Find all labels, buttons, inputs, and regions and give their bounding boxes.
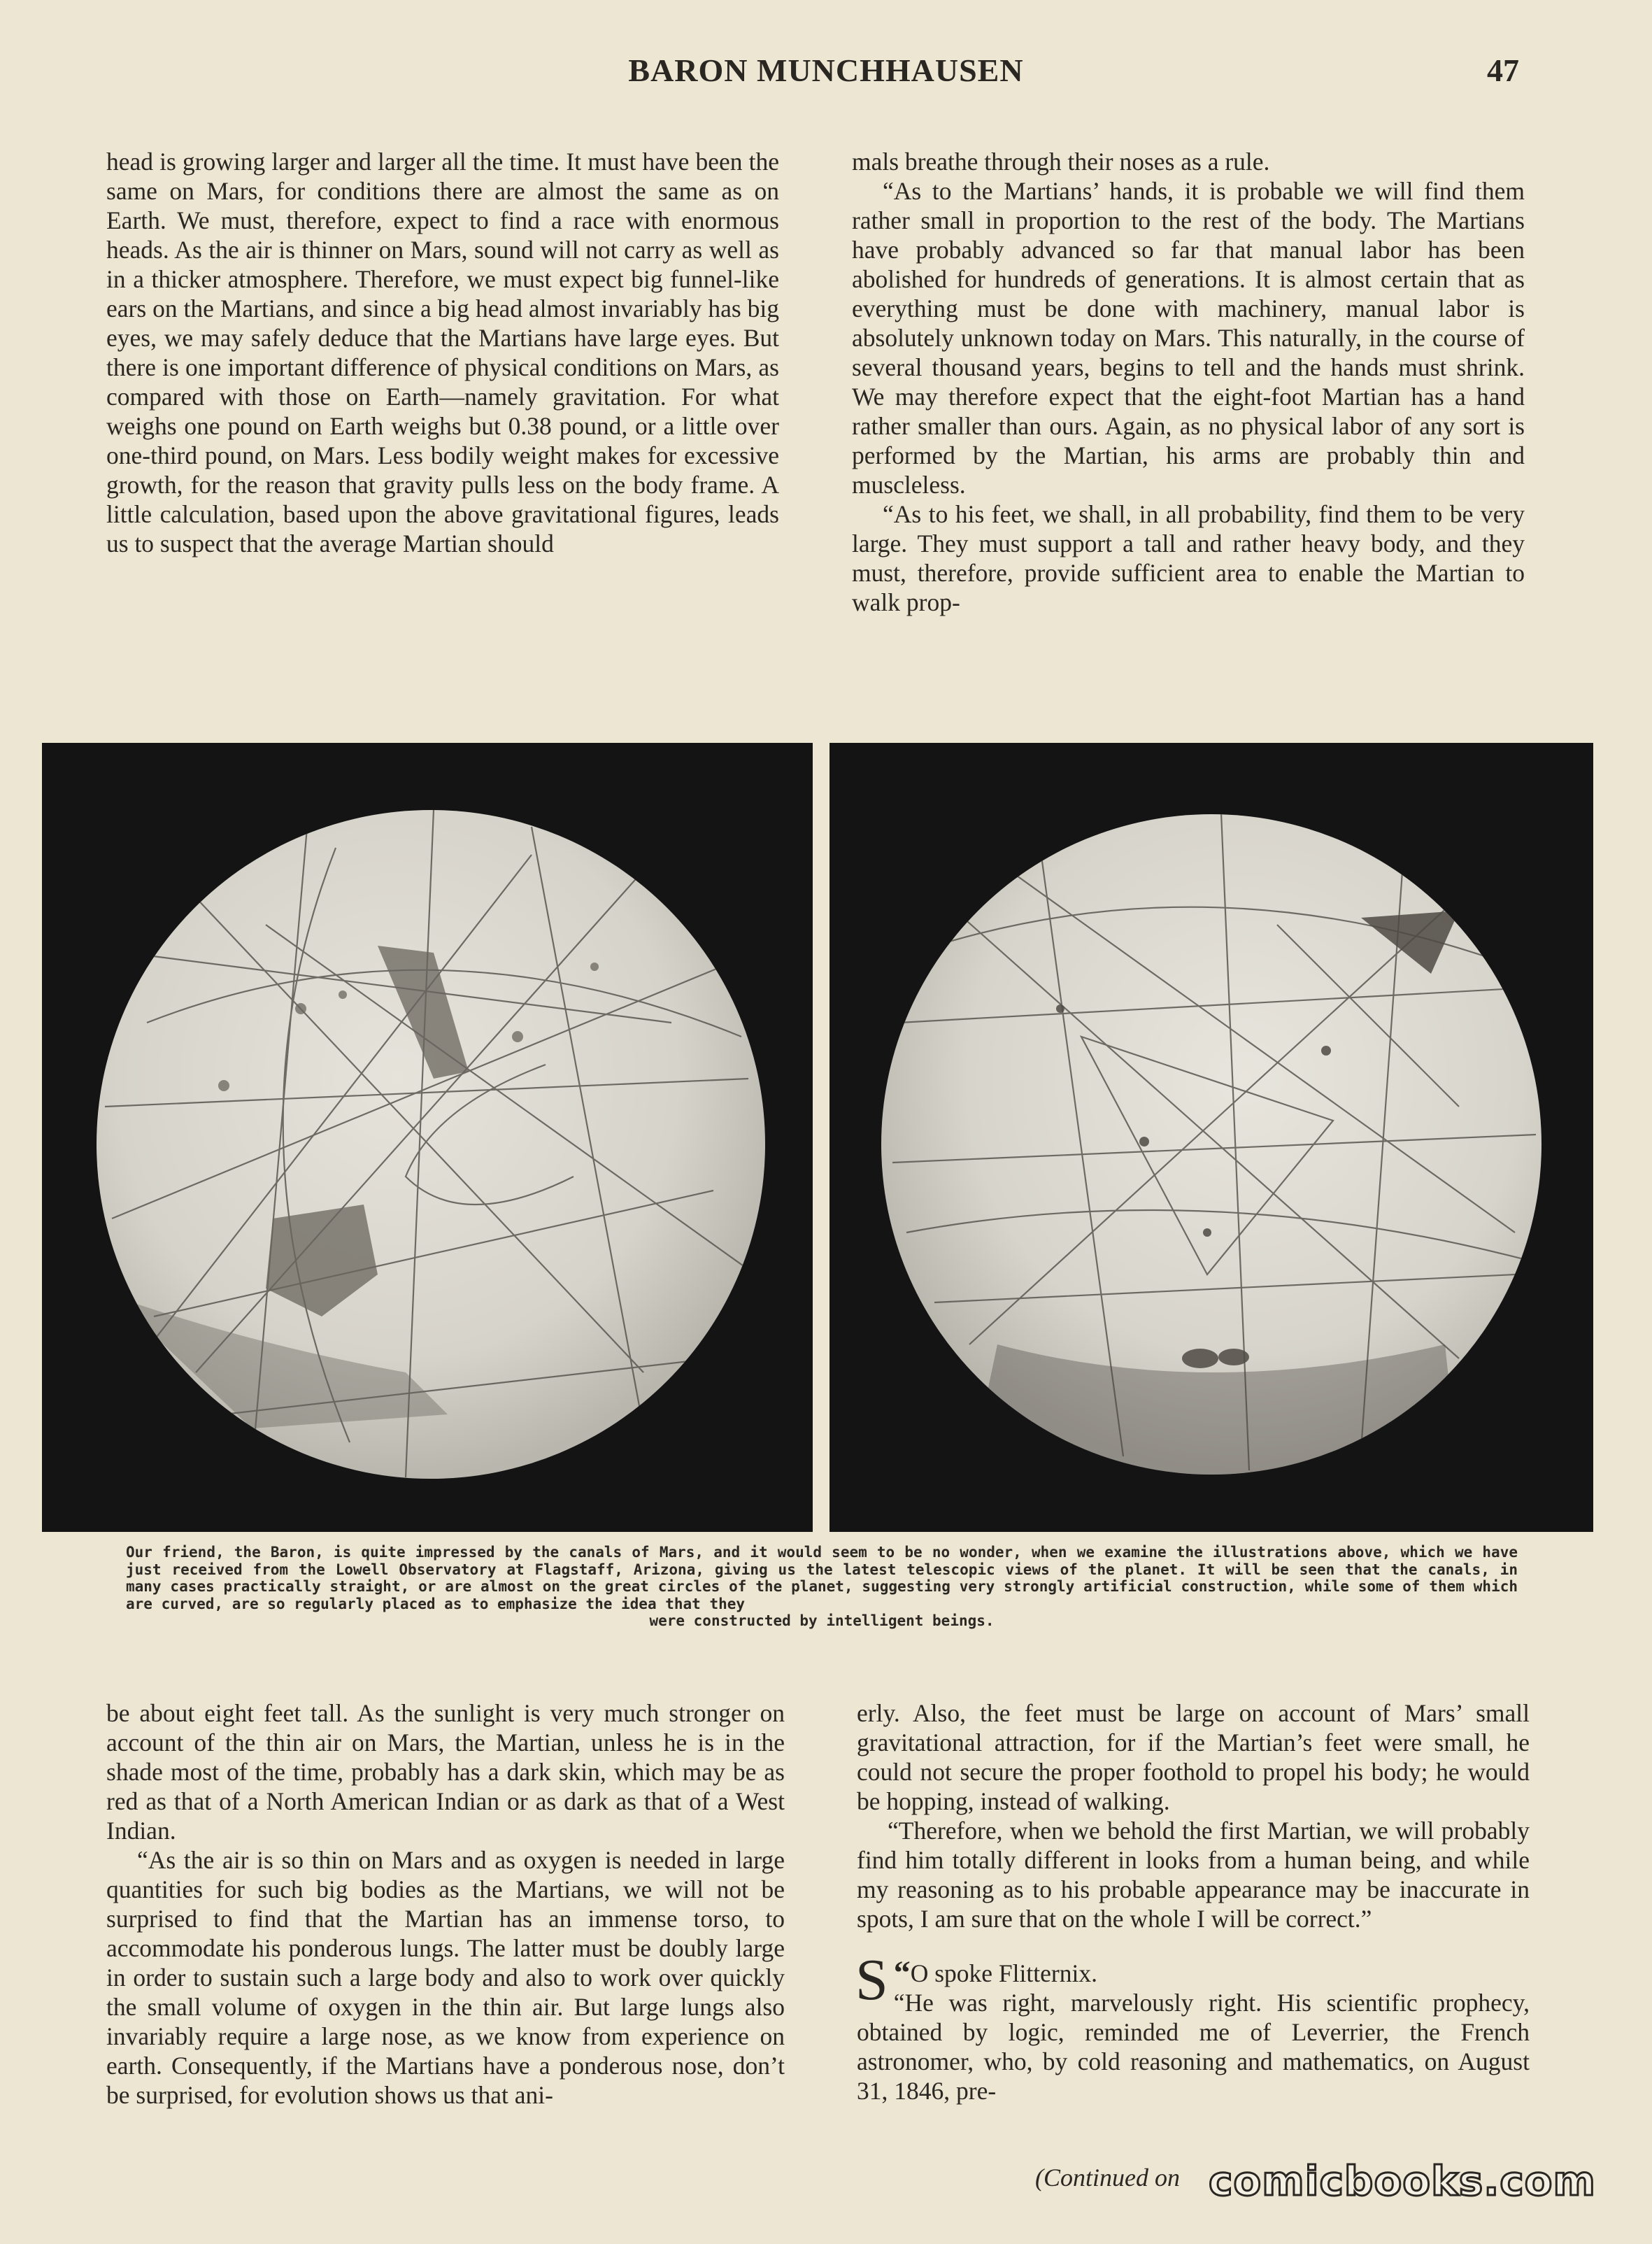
running-title: BARON MUNCHHAUSEN [628,52,1024,88]
caption-last-line: were constructed by intelligent beings. [649,1612,995,1629]
mars-globe-right-image [829,743,1593,1532]
dropcap-paragraph [855,1947,1530,2012]
page-header [0,52,1652,101]
column-top-right [852,147,1525,617]
photo-caption [126,1544,1518,1630]
paragraph: “Therefore, when we behold the first Martian, we will probably find him totally different in looks from a human being, and while my reasoning as to his probable appearance may be inaccurate in spots, I am sure that on the whole I will be correct.” [857,1817,1530,1933]
paragraph: “He was right, marvelously right. His scientific prophecy, obtained by logic, reminded me of Leverrier, the French astronomer, who, by cold reasoning and mathematics, on August 31, 1846, pre- [857,1989,1530,2105]
paragraph: erly. Also, the feet must be large on account of Mars’ small gravitational attraction, for if the Martian’s feet were small, he could not secure the proper foothold to propel his body; he would be hopping, instead of walking. [857,1699,1530,1815]
dropcap-quote: “ [893,1954,911,1991]
mars-photo-left [42,743,813,1532]
dropcap-letter: S [855,1947,888,2012]
mars-globe-left-image [42,743,813,1532]
paragraph: head is growing larger and larger all the time. It must have been the same on Mars, for conditions there are almost the same as on Earth. We must, therefore, expect to find a race with enormous heads. As the air is thinner on Mars, sound will not carry as well as in a thicker atmosphere. Therefore, we must expect big funnel-like ears on the Martians, and since a big head almost invariably has big eyes, we may safely deduce that the Martians have large eyes. But there is one important difference of physical conditions on Mars, as compared with those on Earth—namely gravitation. For what weighs one pound on Earth weighs but 0.38 pound, or a little over one-third pound, on Mars. Less bodily weight makes for excessive growth, for the reason that gravity pulls less on the body frame. A little calculation, based upon the above gravitational figures, leads us to suspect that the average Martian should [106,148,779,558]
paragraph: “As to his feet, we shall, in all probability, find them to be very large. They must support a tall and rather heavy body, and they must, therefore, provide sufficient area to enable the Martian to walk prop- [852,500,1525,616]
paragraph: “As the air is so thin on Mars and as oxygen is needed in large quantities for such big bodies as the Martians, we will not be surprised to find that the Martian has an immense torso, to accommodate his ponderous lungs. The latter must be doubly large in order to sustain such a large body and also to work over quickly the small volume of oxygen in the thin air. But large lungs also invariably require a large nose, as we know from experience on earth. Consequently, if the Martians have a ponderous nose, don’t be surprised, for evolution shows us that ani- [106,1846,785,2109]
paragraph: “As to the Martians’ hands, it is probable we will find them rather small in proportion to the rest of the body. The Martians have probably advanced so far that manual labor has been abolished for hundreds of generations. It is almost certain that as everything must be done with machinery, manual labor is absolutely unknown today on Mars. This naturally, in the course of several thousand years, begins to tell and the hands must shrink. We may therefore expect that the eight-foot Martian has a hand rather smaller than ours. Again, as no physical labor of any sort is performed by the Martian, his arms are probably thin and muscleless. [852,177,1525,499]
dropcap-rest: O spoke Flitternix. [910,1959,1097,1987]
paragraph: mals breathe through their noses as a rule. [852,148,1270,176]
watermark: comicbooks.com [1209,2157,1596,2205]
caption-text: Our friend, the Baron, is quite impressed by the canals of Mars, and it would seem to be no wonder, when we examine the illustrations above, which we have just received from the Lowell Observatory at Flagstaff, Arizona, giving us the latest telescopic views of the planet. It will be seen that the canals, in many cases practically straight, or are almost on the great circles of the planet, suggesting very strongly artificial construction, while some of them which are curved, are so regularly placed as to emphasize the idea that they [126,1544,1518,1612]
paragraph: be about eight feet tall. As the sunlight is very much stronger on account of the thin air on Mars, the Martian, unless he is in the shade most of the time, probably has a dark skin, which may be as red as that of a North American Indian or as dark as that of a West Indian. [106,1699,785,1845]
column-bottom-left [106,1698,785,2110]
column-bottom-right [857,1698,1530,2105]
continued-note: (Continued on [1035,2164,1180,2192]
mars-photo-right [829,743,1593,1532]
page-number: 47 [1487,52,1519,88]
column-top-left [106,147,779,558]
